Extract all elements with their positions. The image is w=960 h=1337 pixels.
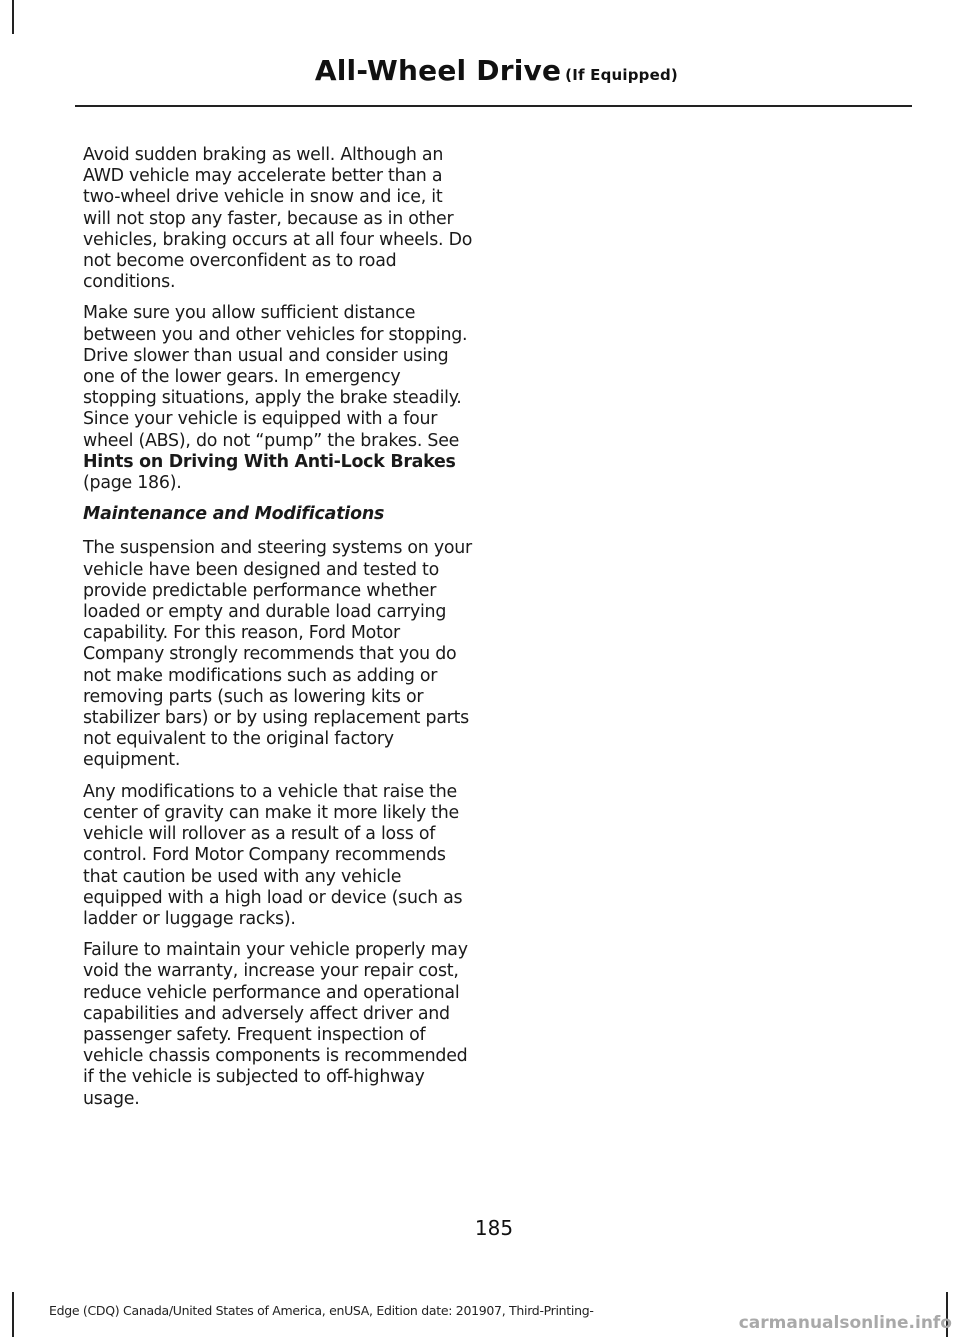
header-divider (75, 105, 912, 107)
chapter-title-suffix: (If Equipped) (565, 66, 678, 84)
paragraph-sudden-braking: Avoid sudden braking as well. Although an AWD vehicle may accelerate better than a two-wheel drive vehicle in snow and ice, it will not stop any faster, because as in other vehicles, braking occurs at all four wheels. Do not become overconfident as to road conditions. (83, 145, 473, 293)
cross-reference-link[interactable]: Hints on Driving With Anti-Lock Brakes (83, 451, 456, 472)
main-text-column (83, 145, 475, 1120)
site-watermark: carmanualsonline.info (738, 1313, 952, 1333)
stopping-distance-text: Make sure you allow sufficient distance between you and other vehicles for stopping. Drive slower than usual and consider using one of the lower gears. In emergency stopping situations, apply the brake steadily. Since your vehicle is equipped with a four wheel (ABS), do not “pump” the brakes. See (83, 303, 468, 451)
page-number: 185 (474, 1216, 514, 1240)
cross-reference-page: (page 186). (83, 473, 182, 494)
paragraph-maintenance-failure: Failure to maintain your vehicle properly may void the warranty, increase your repair cost, reduce vehicle performance and operational capabilities and adversely affect driver and passenger safety. Frequent inspection of vehicle chassis components is recommended if the vehicle is subjected to off-highway usage. (83, 940, 468, 1109)
crop-mark-bottom-left-vertical (12, 1292, 14, 1337)
paragraph-stopping-distance (83, 303, 475, 494)
paragraph-modifications-gravity: Any modifications to a vehicle that raise the center of gravity can make it more likely the vehicle will rollover as a result of a loss of control. Ford Motor Company recommends that caution be used with any vehicle equipped with a high load or device (such as ladder or luggage racks). (83, 781, 463, 929)
paragraph-suspension-steering: The suspension and steering systems on your vehicle have been designed and tested to provide predictable performance whether loaded or empty and durable load carrying capability. For this reason, Ford Motor Company strongly recommends that you do not make modifications such as adding or removing parts (such as lowering kits or stabilizer bars) or by using replacement parts not equivalent to the original factory equipment. (83, 538, 472, 771)
section-heading-maintenance: Maintenance and Modifications (83, 504, 385, 525)
edition-note: Edge (CDQ) Canada/United States of America, enUSA, Edition date: 201907, Third-Printing- (49, 1303, 594, 1318)
chapter-title: All-Wheel Drive (314, 54, 562, 87)
page-title (315, 54, 678, 87)
crop-mark-top-left-vertical (12, 0, 14, 34)
